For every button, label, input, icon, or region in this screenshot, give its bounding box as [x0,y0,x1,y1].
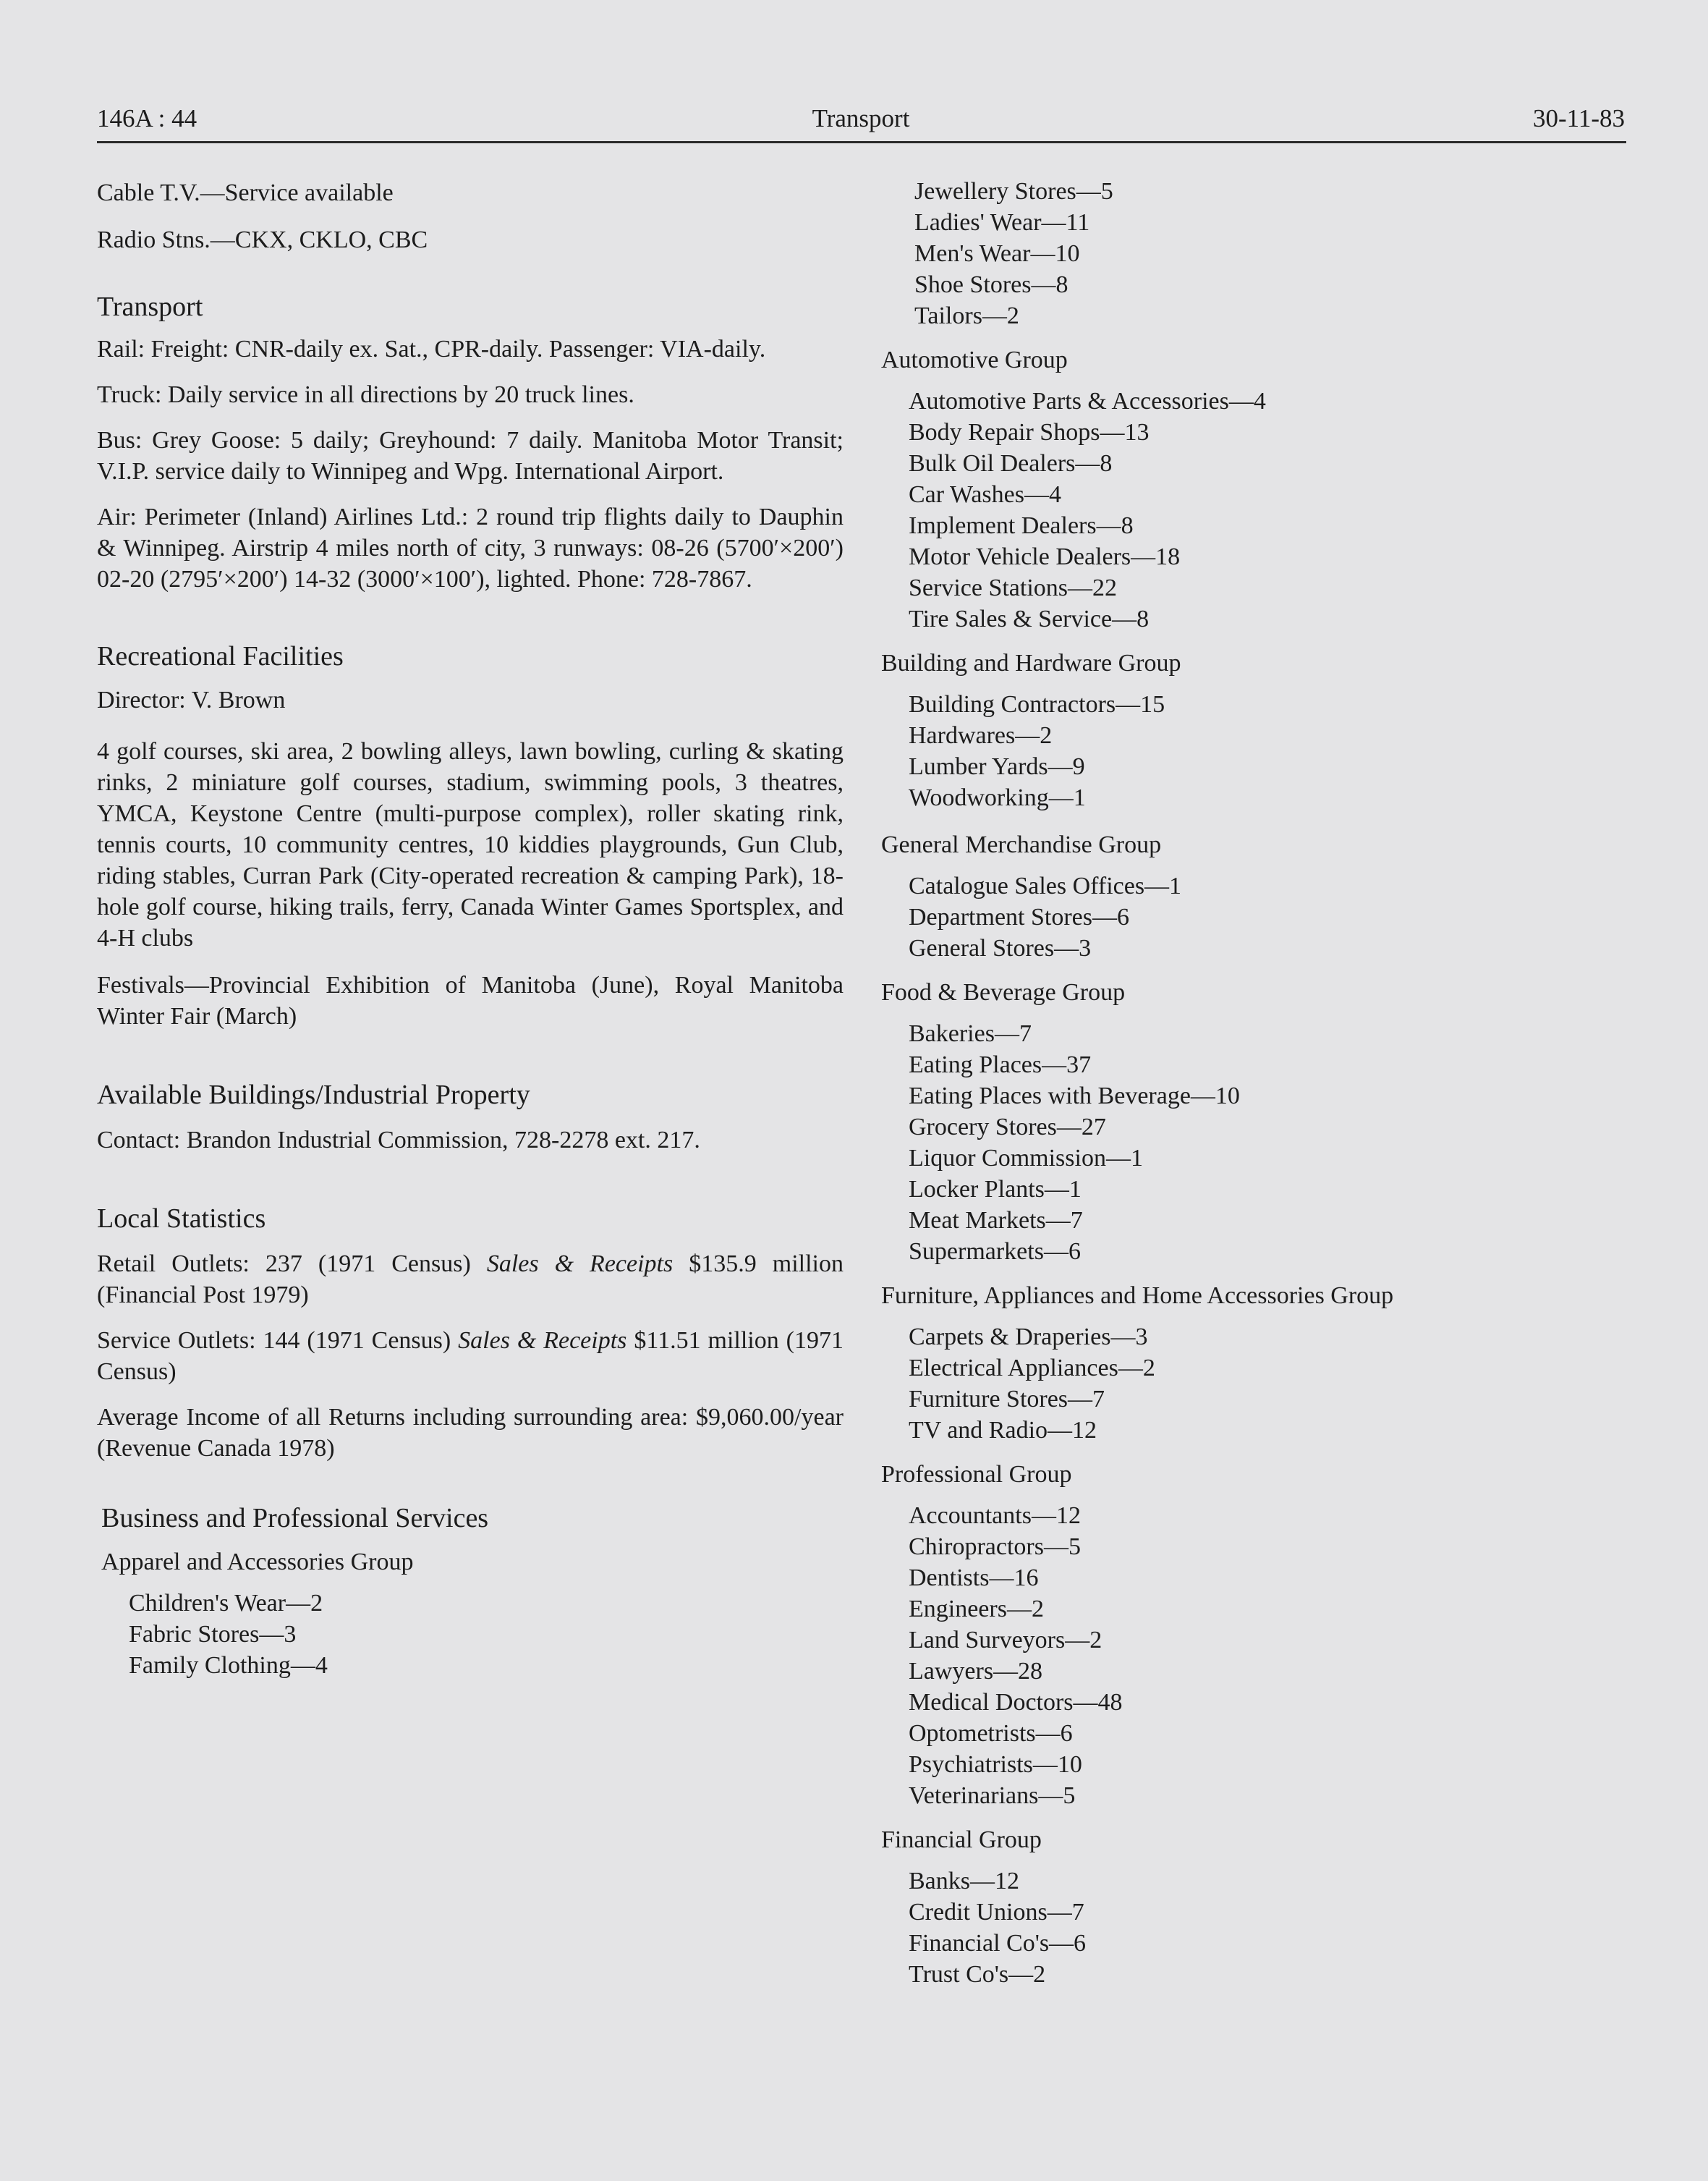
list-item: Service Stations—22 [909,575,1118,601]
list-item: Children's Wear—2 [129,1590,323,1617]
list-item: Electrical Appliances—2 [909,1355,1155,1381]
list-item: Jewellery Stores—5 [914,178,1113,205]
running-title: Transport [812,104,910,132]
list-item: Liquor Commission—1 [909,1145,1143,1172]
food-list [881,1018,1633,1267]
list-item: Automotive Parts & Accessories—4 [909,388,1266,415]
retail-outlets: Retail Outlets: 237 (1971 Census) Sales & Receipts $135.9 million (Financial Post 1979) [97,1250,844,1308]
list-item: Lumber Yards—9 [909,753,1085,780]
list-item: Eating Places with Beverage—10 [909,1083,1240,1109]
page-date: 30-11-83 [1532,104,1625,132]
list-item: Medical Doctors—48 [909,1689,1123,1716]
list-item: Furniture Stores—7 [909,1386,1105,1413]
truck-paragraph: Truck: Daily service in all directions by 20 truck lines. [97,381,634,408]
financial-group-heading: Financial Group [881,1826,1042,1853]
statistics-heading: Local Statistics [97,1203,266,1234]
building-group-heading: Building and Hardware Group [881,650,1181,677]
cable-tv-line: Cable T.V.—Service available [97,179,394,206]
service-outlets: Service Outlets: 144 (1971 Census) Sales & Receipts $11.51 million (1971 Census) [97,1327,844,1385]
furniture-list [881,1321,1633,1446]
list-item: Fabric Stores—3 [129,1621,297,1648]
list-item: Carpets & Draperies—3 [909,1324,1148,1350]
list-item: Meat Markets—7 [909,1207,1083,1234]
list-item: Bakeries—7 [909,1020,1032,1047]
air-paragraph: Air: Perimeter (Inland) Airlines Ltd.: 2 round trip flights daily to Dauphin & Winnipeg. Airstrip 4 miles north of city, 3 runways: 08-26 (5700′×200′) 02-20 (2795′×200′) 14-32 (3000′×100′), lighted. Phone: 728-7867. [97,504,844,593]
list-item: Family Clothing—4 [129,1652,328,1679]
list-item: Land Surveyors—2 [909,1627,1102,1653]
list-item: Motor Vehicle Dealers—18 [909,543,1181,570]
list-item: Tire Sales & Service—8 [909,606,1150,632]
furniture-group-heading: Furniture, Appliances and Home Accessories Group [881,1282,1394,1309]
rail-paragraph: Rail: Freight: CNR-daily ex. Sat., CPR-daily. Passenger: VIA-daily. [97,336,766,363]
professional-group-heading: Professional Group [881,1461,1072,1488]
food-group-heading: Food & Beverage Group [881,979,1126,1006]
list-item: Catalogue Sales Offices—1 [909,873,1182,899]
building-list [881,689,1633,813]
general-group-heading: General Merchandise Group [881,831,1162,858]
header-rule [97,141,1626,143]
festivals-paragraph: Festivals—Provincial Exhibition of Manitoba (June), Royal Manitoba Winter Fair (March) [97,972,844,1030]
list-item: Financial Co's—6 [909,1930,1087,1957]
list-item: Hardwares—2 [909,722,1053,749]
list-item: Banks—12 [909,1868,1019,1894]
list-item: Implement Dealers—8 [909,512,1134,539]
buildings-contact: Contact: Brandon Industrial Commission, 728-2278 ext. 217. [97,1127,700,1153]
radio-line: Radio Stns.—CKX, CKLO, CBC [97,226,428,253]
business-heading: Business and Professional Services [101,1503,489,1533]
list-item: Engineers—2 [909,1596,1044,1622]
list-item: Bulk Oil Dealers—8 [909,450,1113,477]
list-item: Chiropractors—5 [909,1533,1081,1560]
list-item: Lawyers—28 [909,1658,1043,1685]
list-item: Shoe Stores—8 [914,271,1068,298]
list-item: General Stores—3 [909,935,1092,962]
recreation-heading: Recreational Facilities [97,641,344,672]
list-item: Department Stores—6 [909,904,1129,931]
bus-paragraph: Bus: Grey Goose: 5 daily; Greyhound: 7 daily. Manitoba Motor Transit; V.I.P. service daily to Winnipeg and Wpg. International Airport. [97,427,844,485]
financial-list [881,1866,1633,1990]
professional-list [881,1500,1633,1811]
list-item: Grocery Stores—27 [909,1114,1106,1140]
right-column [881,174,1633,1990]
list-item: Accountants—12 [909,1502,1081,1529]
list-item: Locker Plants—1 [909,1176,1082,1203]
list-item: TV and Radio—12 [909,1417,1097,1444]
list-item: Psychiatrists—10 [909,1751,1082,1778]
recreation-director: Director: V. Brown [97,687,286,713]
list-item: Car Washes—4 [909,481,1061,508]
page-header [97,104,1625,145]
apparel-group-heading: Apparel and Accessories Group [101,1549,414,1575]
list-item: Ladies' Wear—11 [914,209,1090,236]
apparel-list-continued [881,176,1633,331]
list-item: Eating Places—37 [909,1051,1092,1078]
list-item: Building Contractors—15 [909,691,1165,718]
list-item: Trust Co's—2 [909,1961,1046,1988]
buildings-heading: Available Buildings/Industrial Property [97,1080,530,1110]
automotive-list [881,386,1633,635]
recreation-facilities: 4 golf courses, ski area, 2 bowling alleys, lawn bowling, curling & skating rinks, 2 miniature golf courses, stadium, swimming pools, 3 theatres, YMCA, Keystone Centre (multi-purpose complex), roller skating rink, tennis courts, 10 community centres, 10 kiddies playgrounds, Gun Club, riding stables, Curran Park (City-operated recreation & camping Park), 18-hole golf course, hiking trails, ferry, Canada Winter Games Sportsplex, and 4-H clubs [97,738,844,952]
list-item: Men's Wear—10 [914,240,1080,267]
transport-heading: Transport [97,292,203,322]
list-item: Body Repair Shops—13 [909,419,1150,446]
list-item: Woodworking—1 [909,784,1086,811]
general-list [881,871,1633,964]
list-item: Optometrists—6 [909,1720,1073,1747]
list-item: Credit Unions—7 [909,1899,1084,1926]
list-item: Supermarkets—6 [909,1238,1081,1265]
list-item: Tailors—2 [914,302,1019,329]
left-column [97,174,844,1681]
list-item: Veterinarians—5 [909,1782,1076,1809]
page-number: 146A : 44 [97,104,197,132]
average-income: Average Income of all Returns including surrounding area: $9,060.00/year (Revenue Canada 1978) [97,1404,844,1462]
apparel-list [97,1588,844,1681]
automotive-group-heading: Automotive Group [881,347,1068,373]
list-item: Dentists—16 [909,1564,1039,1591]
